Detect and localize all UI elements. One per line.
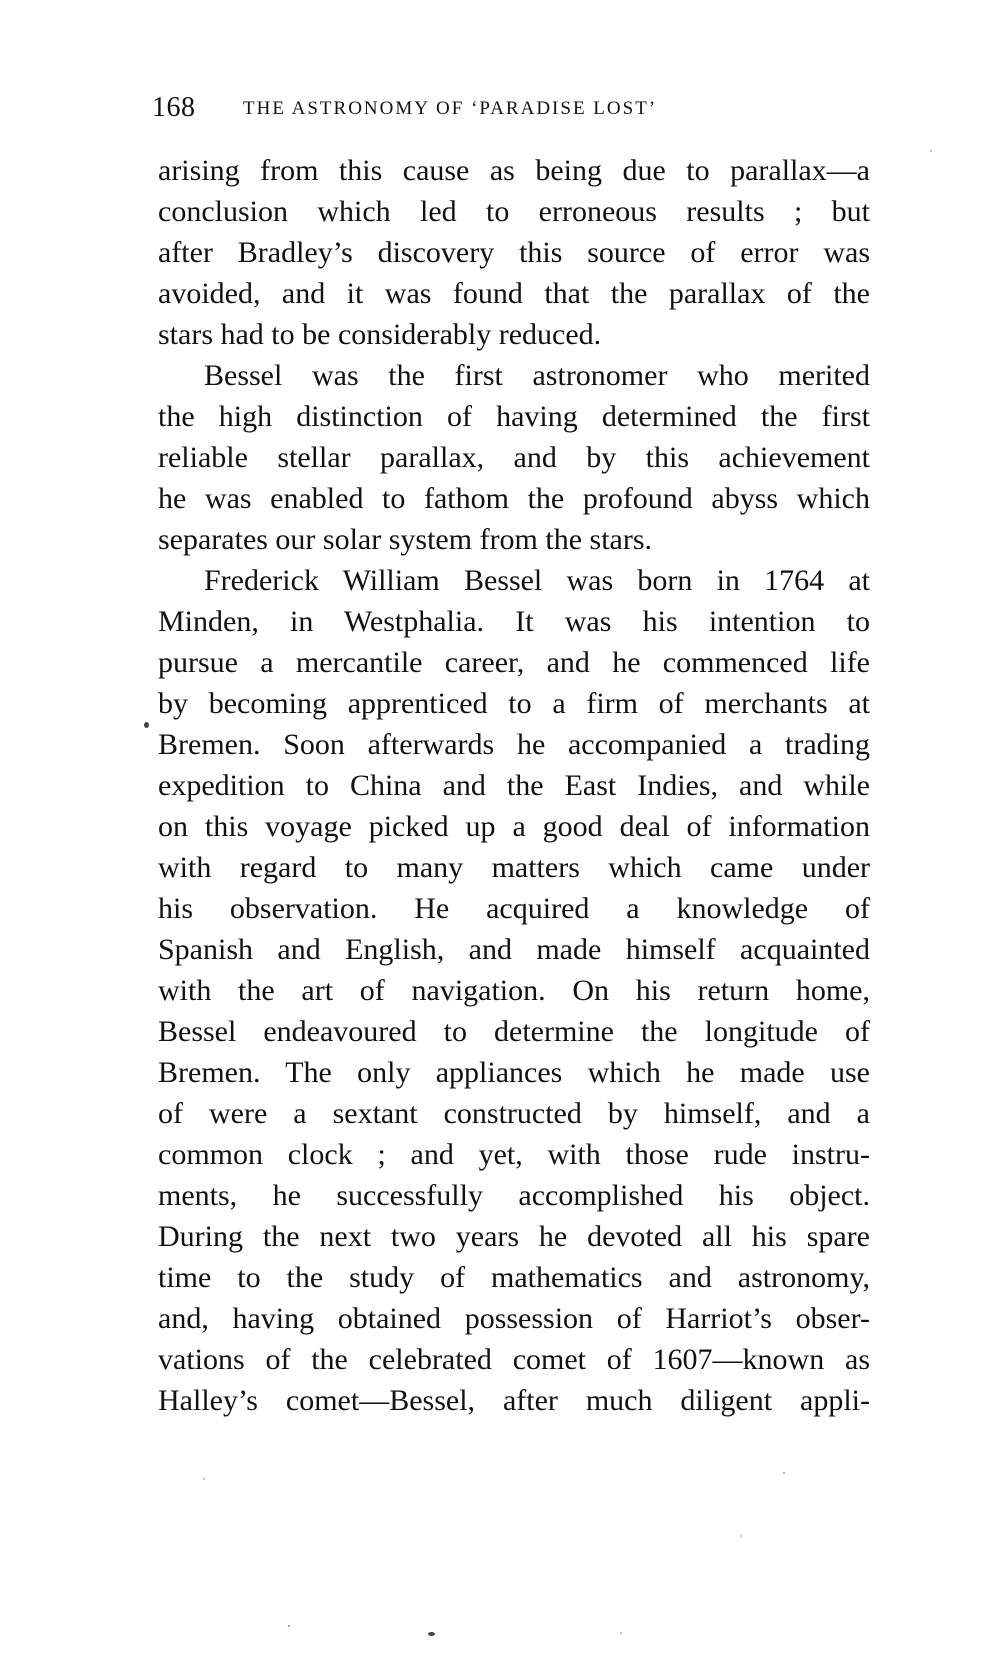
text-line: by becoming apprenticed to a firm of merchants at xyxy=(158,687,870,720)
text-line: after Bradley’s discovery this source of error was xyxy=(158,236,870,269)
text-line: Spanish and English, and made himself acquainted xyxy=(158,933,870,966)
text-line: ments, he successfully accomplished his object. xyxy=(158,1179,870,1212)
scan-speck xyxy=(740,1535,742,1537)
text-line: the high distinction of having determined the first xyxy=(158,400,870,433)
paragraph-2 xyxy=(158,355,870,560)
text-line: of were a sextant constructed by himself, and a xyxy=(158,1097,870,1130)
text-line: Frederick William Bessel was born in 1764 at xyxy=(204,564,870,597)
page-number: 168 xyxy=(152,92,196,123)
scan-speck xyxy=(620,1632,622,1634)
scan-speck xyxy=(288,1625,290,1627)
text-line: he was enabled to fathom the profound abyss which xyxy=(158,482,870,515)
text-line: separates our solar system from the stars. xyxy=(158,523,653,556)
text-line: arising from this cause as being due to parallax—a xyxy=(158,154,870,187)
text-line: and, having obtained possession of Harriot’s obser- xyxy=(158,1302,870,1335)
text-line: Bremen. Soon afterwards he accompanied a trading xyxy=(158,728,870,761)
text-line: Bremen. The only appliances which he made use xyxy=(158,1056,870,1089)
text-line: stars had to be considerably reduced. xyxy=(158,318,602,351)
paragraph-3 xyxy=(158,560,870,1421)
text-line: his observation. He acquired a knowledge of xyxy=(158,892,870,925)
text-line: conclusion which led to erroneous results ; but xyxy=(158,195,870,228)
text-line: avoided, and it was found that the parallax of the xyxy=(158,277,870,310)
text-line: time to the study of mathematics and astronomy, xyxy=(158,1261,870,1294)
scan-speck xyxy=(203,1478,205,1480)
running-head: THE ASTRONOMY OF ‘PARADISE LOST’ xyxy=(243,98,658,119)
scan-speck xyxy=(783,1472,785,1474)
body-text xyxy=(158,150,870,1421)
scan-speck xyxy=(144,722,149,728)
text-line: Halley’s comet—Bessel, after much diligent appli- xyxy=(158,1384,870,1417)
text-line: Bessel endeavoured to determine the longitude of xyxy=(158,1015,870,1048)
text-line: with the art of navigation. On his return home, xyxy=(158,974,870,1007)
text-line: expedition to China and the East Indies, and while xyxy=(158,769,870,802)
text-line: During the next two years he devoted all his spare xyxy=(158,1220,870,1253)
paragraph-1 xyxy=(158,150,870,355)
scan-speck xyxy=(930,150,932,152)
text-line: vations of the celebrated comet of 1607—known as xyxy=(158,1343,870,1376)
text-line: with regard to many matters which came under xyxy=(158,851,870,884)
text-line: pursue a mercantile career, and he commenced life xyxy=(158,646,870,679)
scan-speck xyxy=(428,1632,435,1636)
text-line: Bessel was the first astronomer who merited xyxy=(204,359,870,392)
text-line: reliable stellar parallax, and by this achievement xyxy=(158,441,870,474)
page-header xyxy=(152,92,862,128)
text-line: Minden, in Westphalia. It was his intention to xyxy=(158,605,870,638)
text-line: on this voyage picked up a good deal of information xyxy=(158,810,870,843)
text-line: common clock ; and yet, with those rude instru- xyxy=(158,1138,870,1171)
